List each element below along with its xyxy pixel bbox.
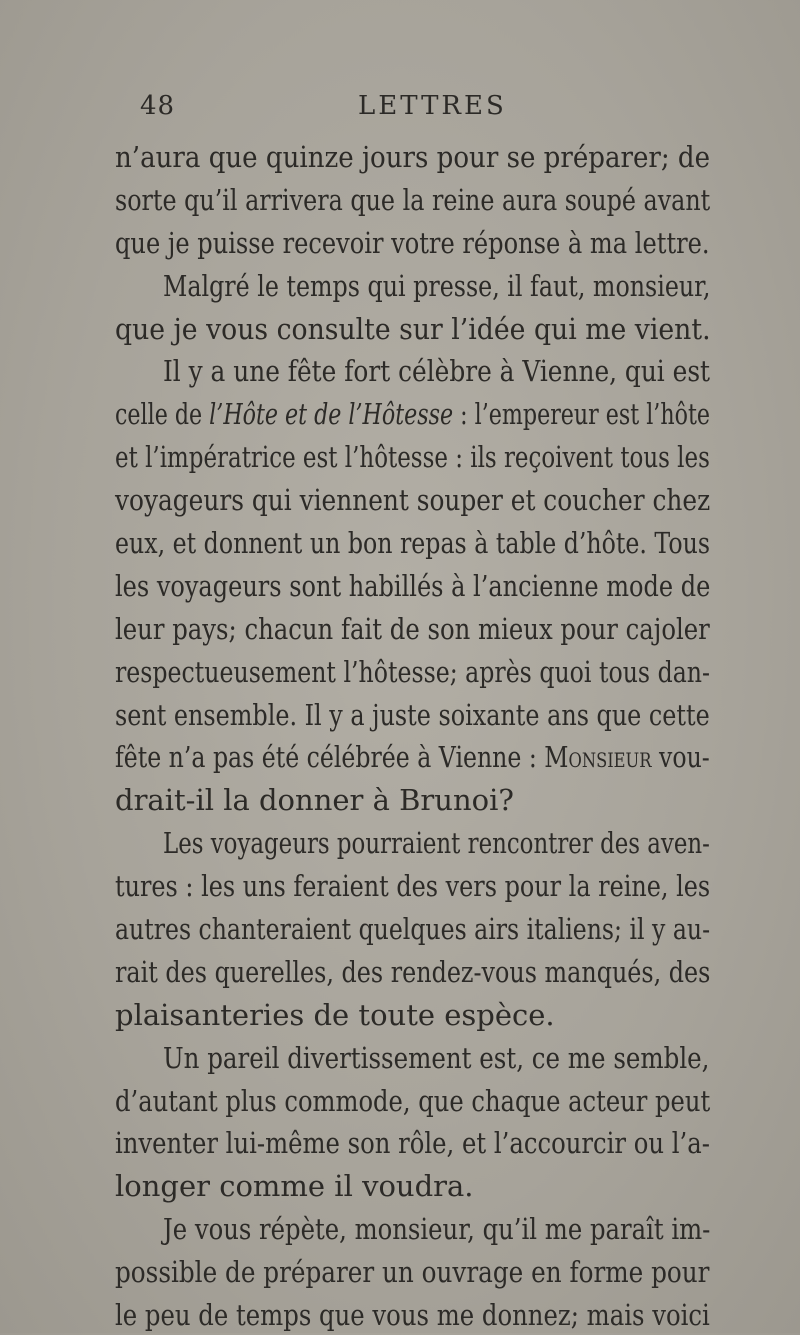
running-title: LETTRES (358, 91, 507, 121)
text-line: Les voyageurs pourraient rencontrer des aven- (163, 826, 710, 860)
text-line: sorte qu’il arrivera que la reine aura soupé avant (115, 183, 711, 217)
text-line: longer comme il voudra. (115, 1169, 474, 1203)
text-line: respectueusement l’hôtesse; après quoi tous dan- (115, 655, 711, 689)
text-span: celle de (115, 397, 210, 431)
text-line: voyageurs qui viennent souper et coucher chez (115, 483, 711, 517)
text-line (115, 394, 710, 434)
text-line: Je vous répète, monsieur, qu’il me paraît im- (163, 1212, 711, 1246)
text-line: d’autant plus commode, que chaque acteur peut (115, 1084, 711, 1118)
text-line: Malgré le temps qui presse, il faut, monsieur, (163, 269, 711, 303)
text-line: leur pays; chacun fait de son mieux pour cajoler (115, 612, 710, 646)
text-line: le peu de temps que vous me donnez; mais voici (115, 1298, 710, 1332)
text-line: eux, et donnent un bon repas à table d’hôte. Tous (115, 526, 711, 560)
text-line: que je puisse recevoir votre réponse à ma lettre. (115, 226, 710, 260)
small-caps-name: Monsieur (544, 740, 652, 774)
text-span: fête n’a pas été célébrée à Vienne : (115, 740, 545, 774)
text-span: vou- (651, 740, 710, 774)
text-line: drait-il la donner à Brunoi? (115, 783, 514, 817)
text-line: sent ensemble. Il y a juste soixante ans que cette (115, 698, 710, 732)
text-line: que je vous consulte sur l’idée qui me vient. (115, 312, 711, 346)
text-line: les voyageurs sont habillés à l’ancienne mode de (115, 569, 711, 603)
text-line: et l’impératrice est l’hôtesse : ils reçoivent tous les (115, 440, 710, 474)
text-line: plaisanteries de toute espèce. (115, 998, 555, 1032)
text-line (115, 737, 710, 777)
text-line: inventer lui-même son rôle, et l’accourcir ou l’a- (115, 1126, 710, 1160)
text-line: n’aura que quinze jours pour se préparer; de (115, 140, 711, 174)
text-line: tures : les uns feraient des vers pour la reine, les (115, 869, 711, 903)
text-line: Un pareil divertissement est, ce me semble, (163, 1041, 710, 1075)
page-number: 48 (140, 91, 176, 121)
text-span: : l’empereur est l’hôte (453, 397, 710, 431)
italic-title: l’Hôte et de l’Hôtesse (209, 397, 454, 431)
text-line: rait des querelles, des rendez-vous manqués, des (115, 955, 711, 989)
text-line: Il y a une fête fort célèbre à Vienne, qui est (163, 354, 711, 388)
text-line: possible de préparer un ouvrage en forme pour (115, 1255, 710, 1289)
page-header (0, 91, 800, 131)
text-line: autres chanteraient quelques airs italiens; il y au- (115, 912, 711, 946)
